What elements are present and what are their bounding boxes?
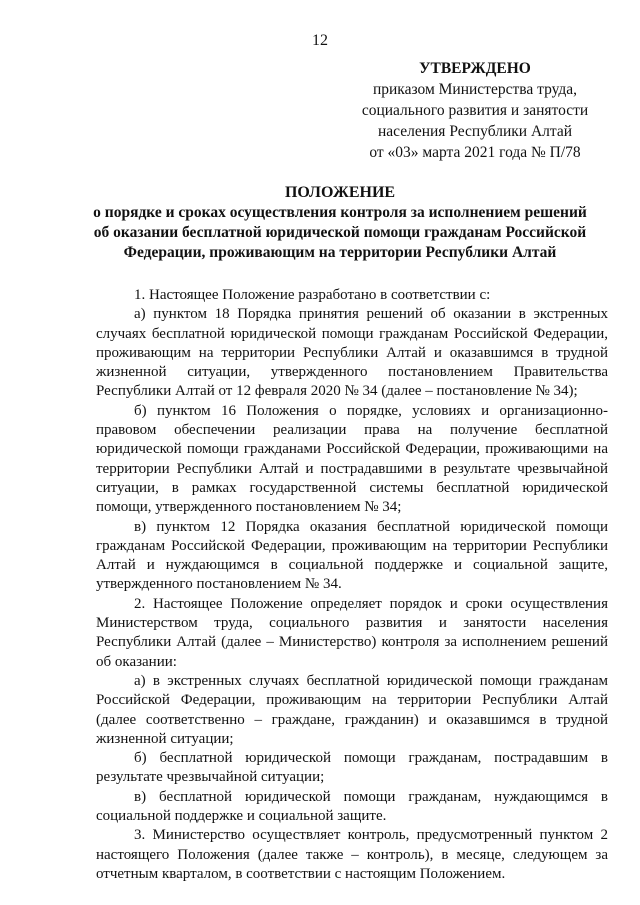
paragraph-1a: а) пунктом 18 Порядка принятия решений об оказании в экстренных случаях бесплатной юридической помощи гражданам Российской Федерации, проживающим на территории Республики Алтай и оказавшимся в трудной жизненной ситуации, утвержденного постановлением Правительства Республики Алтай от 12 февраля 2020 № 34 (далее – постановление № 34);: [96, 306, 608, 400]
paragraph-1b: б) пунктом 16 Положения о порядке, условиях и организационно-правовом обеспечении реализации права на получение бесплатной юридической помощи гражданами Российской Федерации, проживающими на территории Республики Алтай и пострадавшими в результате чрезвычайной ситуации, в рамках государственной системы бесплатной юридической помощи, утвержденного постановлением № 34;: [96, 402, 608, 516]
approval-heading: УТВЕРЖДЕНО: [419, 60, 531, 77]
document-title: [90, 183, 590, 263]
approval-line: населения Республики Алтай: [377, 123, 573, 140]
title-line: Федерации, проживающим на территории Республики Алтай: [123, 244, 557, 261]
approval-block: [330, 58, 620, 163]
title-line: об оказании бесплатной юридической помощи гражданам Российской: [93, 224, 587, 241]
paragraph-1: 1. Настоящее Положение разработано в соответствии с:: [134, 287, 491, 303]
page-number: 12: [312, 32, 328, 49]
document-body: [96, 286, 608, 884]
paragraph-2a: а) в экстренных случаях бесплатной юридической помощи гражданам Российской Федерации, проживающим на территории Республики Алтай (далее соответственно – граждане, гражданин) и оказавшимся в трудной жизненной ситуации;: [96, 672, 608, 747]
paragraph-1c: в) пунктом 12 Порядка оказания бесплатной юридической помощи гражданам Российской Федерации, проживающим на территории Республики Алтай и нуждающимся в социальной поддержке и социальной защите, утвержденного постановлением № 34.: [96, 518, 608, 593]
paragraph-2c: в) бесплатной юридической помощи гражданам, нуждающимся в социальной поддержке и социальной защите.: [96, 788, 608, 825]
approval-line: приказом Министерства труда,: [372, 81, 578, 98]
approval-line: социального развития и занятости: [361, 102, 589, 119]
title-line: о порядке и сроках осуществления контроля за исполнением решений: [93, 204, 587, 221]
approval-date-line: от «03» марта 2021 года № П/78: [369, 144, 581, 161]
title-main: ПОЛОЖЕНИЕ: [284, 184, 396, 201]
paragraph-2b: б) бесплатной юридической помощи гражданам, пострадавшим в результате чрезвычайной ситуации;: [96, 750, 608, 786]
paragraph-3: 3. Министерство осуществляет контроль, предусмотренный пунктом 2 настоящего Положения (далее также – контроль), в месяце, следующем за отчетным кварталом, в соответствии с настоящим Положением.: [96, 827, 608, 882]
paragraph-2: 2. Настоящее Положение определяет порядок и сроки осуществления Министерством труда, социального развития и занятости населения Республики Алтай (далее – Министерство) контроля за исполнением решений об оказании:: [96, 595, 608, 670]
